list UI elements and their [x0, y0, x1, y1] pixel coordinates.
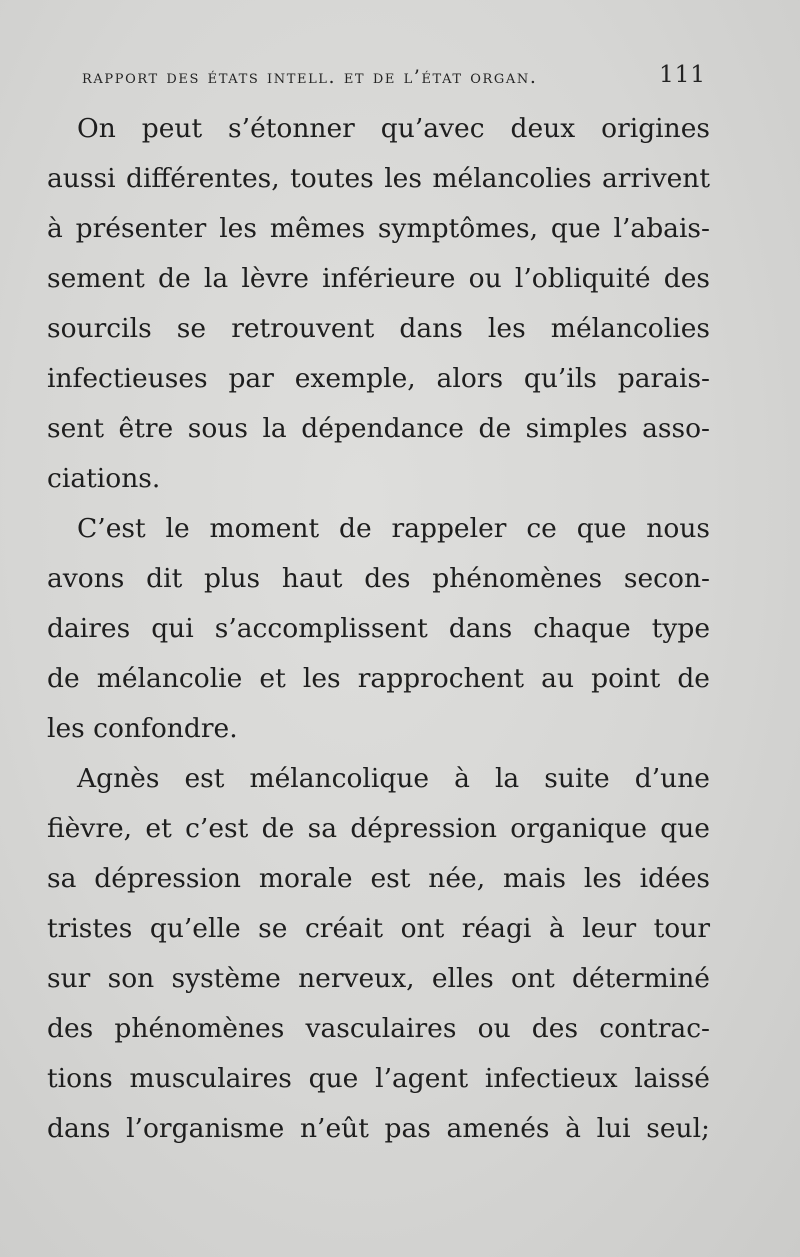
text-line: des phénomènes vasculaires ou des contrac-	[47, 1013, 710, 1044]
text-line: avons dit plus haut des phénomènes secon-	[47, 563, 710, 594]
text-line: tristes qu’elle se créait ont réagi à leur tour	[47, 913, 710, 944]
running-title: rapport des états intell. et de l’état organ.	[82, 66, 538, 88]
text-line: daires qui s’accomplissent dans chaque type	[47, 613, 710, 644]
text-line: dans l’organisme n’eût pas amenés à lui seul;	[47, 1113, 710, 1144]
text-line: sourcils se retrouvent dans les mélancolies	[47, 313, 710, 344]
text-line: sement de la lèvre inférieure ou l’obliquité des	[47, 263, 710, 294]
text-line: à présenter les mêmes symptômes, que l’abais-	[47, 213, 710, 244]
page-header	[82, 62, 706, 92]
text-line: sa dépression morale est née, mais les idées	[47, 863, 710, 894]
text-line: de mélancolie et les rapprochent au point de	[47, 663, 710, 694]
text-line: tions musculaires que l’agent infectieux laissé	[47, 1063, 710, 1094]
text-line: Agnès est mélancolique à la suite d’une	[77, 763, 710, 794]
text-line: les confondre.	[47, 713, 238, 744]
text-line: sur son système nerveux, elles ont déterminé	[47, 963, 710, 994]
text-line: fièvre, et c’est de sa dépression organique que	[47, 813, 710, 844]
text-line: ciations.	[47, 463, 161, 494]
page-number: 111	[659, 62, 706, 88]
text-line: aussi différentes, toutes les mélancolies arrivent	[47, 163, 710, 194]
text-line: C’est le moment de rappeler ce que nous	[77, 513, 710, 544]
text-line: sent être sous la dépendance de simples asso-	[47, 413, 710, 444]
text-line: infectieuses par exemple, alors qu’ils parais-	[47, 363, 710, 394]
text-line: On peut s’étonner qu’avec deux origines	[77, 113, 710, 144]
